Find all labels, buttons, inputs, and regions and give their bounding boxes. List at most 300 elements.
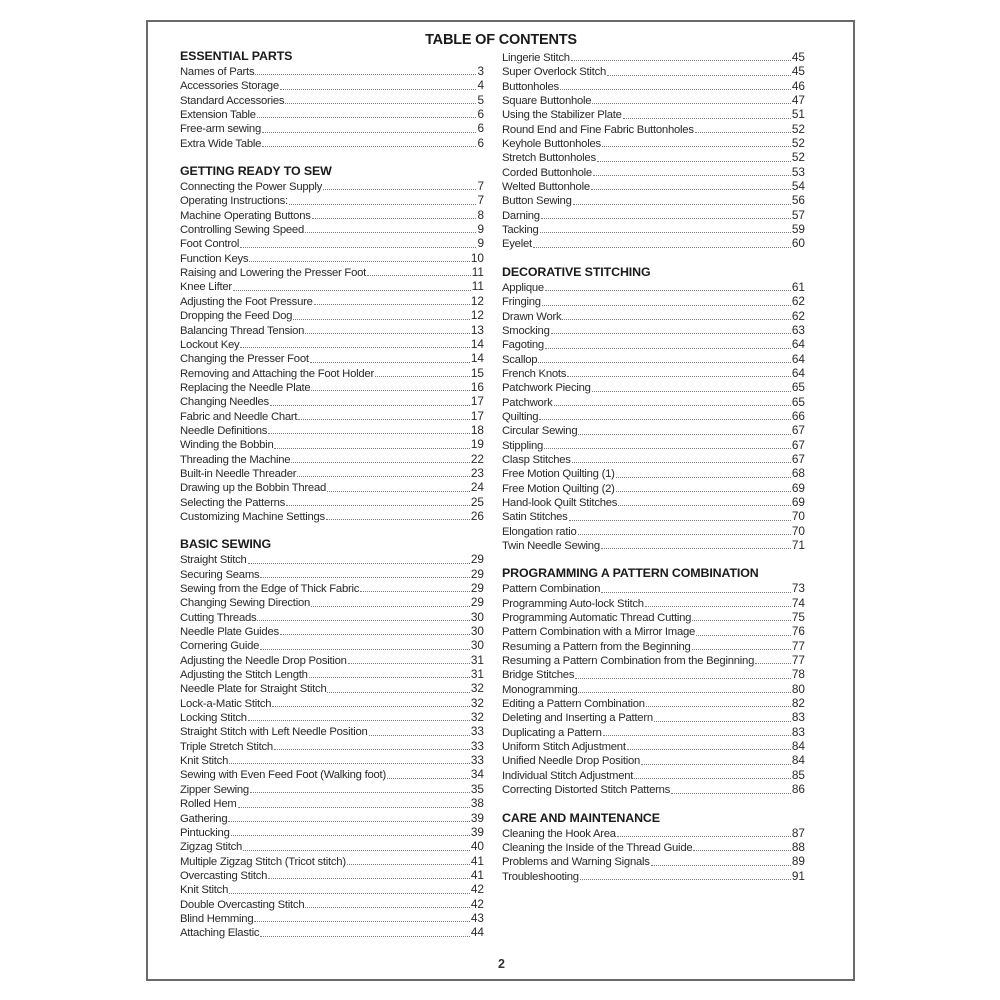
dot-leader	[651, 864, 791, 866]
toc-entry[interactable]	[502, 710, 805, 724]
dot-leader	[326, 518, 470, 520]
toc-entry-label: Fagoting	[502, 339, 544, 352]
dot-leader	[286, 504, 470, 506]
toc-entry[interactable]	[502, 165, 805, 179]
dot-leader	[240, 246, 476, 248]
toc-section-basic-sewing	[180, 537, 484, 939]
toc-entry[interactable]	[502, 352, 805, 366]
toc-entry[interactable]	[502, 236, 805, 250]
dot-leader	[327, 691, 469, 693]
dot-leader	[327, 490, 470, 492]
toc-entry-label: Adjusting the Needle Drop Position	[180, 654, 347, 667]
toc-entry-label: Extension Table	[180, 109, 256, 122]
toc-entry-page: 66	[791, 408, 805, 423]
toc-entry-page: 13	[470, 322, 484, 337]
toc-entry-page: 57	[791, 207, 805, 222]
dot-leader	[641, 763, 791, 765]
toc-entry-page: 41	[470, 867, 484, 882]
toc-entry-label: Button Sewing	[502, 195, 572, 208]
toc-entry-label: Square Buttonhole	[502, 95, 592, 108]
toc-entry[interactable]	[502, 466, 805, 480]
toc-entry-page: 16	[470, 379, 484, 394]
toc-entry-label: Eyelet	[502, 238, 532, 251]
toc-entry-label: Changing Needles	[180, 396, 269, 409]
toc-entry[interactable]	[180, 466, 484, 480]
toc-entry[interactable]	[180, 294, 484, 308]
toc-entry[interactable]	[502, 696, 805, 710]
toc-entry-page: 80	[791, 681, 805, 696]
toc-entry[interactable]	[180, 911, 484, 925]
toc-entry[interactable]	[180, 208, 484, 222]
toc-entry[interactable]	[502, 581, 805, 595]
toc-entry[interactable]	[180, 251, 484, 265]
toc-entry[interactable]	[502, 495, 805, 509]
toc-entry[interactable]	[180, 64, 484, 78]
toc-entry-label: Blind Hemming	[180, 912, 254, 925]
toc-entry-label: Stippling	[502, 439, 544, 452]
toc-entry-page: 29	[470, 552, 484, 567]
dot-leader	[560, 88, 791, 90]
toc-entry[interactable]	[502, 423, 805, 437]
toc-entry[interactable]	[180, 724, 484, 738]
toc-entry-page: 32	[470, 695, 484, 710]
dot-leader	[551, 332, 791, 334]
toc-entry-label: Twin Needle Sewing	[502, 540, 600, 552]
toc-entry[interactable]	[180, 222, 484, 236]
toc-entry[interactable]	[502, 409, 805, 423]
toc-entry-page: 84	[791, 753, 805, 768]
toc-entry[interactable]	[180, 308, 484, 322]
toc-entry[interactable]	[502, 208, 805, 222]
toc-entry[interactable]	[180, 696, 484, 710]
toc-entry-page: 33	[470, 738, 484, 753]
dot-leader	[305, 231, 476, 233]
toc-entry[interactable]	[502, 79, 805, 93]
dot-leader	[248, 562, 470, 564]
toc-entry[interactable]	[180, 423, 484, 437]
dot-leader	[554, 404, 791, 406]
toc-entry[interactable]	[502, 438, 805, 452]
toc-entry-label: Gathering	[180, 812, 228, 825]
toc-entry[interactable]	[502, 682, 805, 696]
toc-entry-page: 78	[791, 667, 805, 682]
dot-leader	[310, 361, 470, 363]
toc-entry[interactable]	[502, 739, 805, 753]
toc-entry[interactable]	[502, 653, 805, 667]
toc-entry-page: 38	[470, 796, 484, 811]
toc-entry-page: 42	[470, 896, 484, 911]
dot-leader	[540, 231, 791, 233]
toc-entry-label: Names of Parts	[180, 66, 255, 78]
toc-entry-label: Free Motion Quilting (1)	[502, 468, 615, 481]
toc-entry-label: Operating Instructions:	[180, 195, 288, 208]
toc-entry-page: 84	[791, 739, 805, 754]
toc-entry-label: Satin Stitches	[502, 511, 568, 524]
toc-entry[interactable]	[502, 179, 805, 193]
toc-entry-label: Lingerie Stitch	[502, 52, 570, 64]
toc-entry[interactable]	[502, 150, 805, 164]
toc-entry-page: 15	[470, 365, 484, 380]
toc-entry-page: 63	[791, 322, 805, 337]
toc-entry-label: Extra Wide Table	[180, 137, 262, 150]
toc-entry[interactable]	[180, 452, 484, 466]
toc-entry-label: Locking Stitch	[180, 712, 247, 725]
toc-entry-page: 42	[470, 882, 484, 897]
toc-entry[interactable]	[502, 122, 805, 136]
toc-entry-label: Round End and Fine Fabric Buttonholes	[502, 123, 694, 136]
toc-entry[interactable]	[180, 782, 484, 796]
dot-leader	[298, 418, 470, 420]
toc-entry-list	[180, 64, 484, 150]
toc-entry[interactable]	[502, 294, 805, 308]
toc-entry-page: 32	[470, 710, 484, 725]
toc-entry-label: Buttonholes	[502, 80, 559, 93]
toc-entry[interactable]	[180, 681, 484, 695]
dot-leader	[274, 447, 469, 449]
toc-entry[interactable]	[180, 839, 484, 853]
toc-entry[interactable]	[502, 481, 805, 495]
toc-entry[interactable]	[180, 667, 484, 681]
dot-leader	[607, 74, 791, 76]
toc-entry-list	[502, 50, 805, 251]
dot-leader	[533, 246, 791, 248]
toc-entry-label: Replacing the Needle Plate	[180, 381, 311, 394]
dot-leader	[260, 576, 469, 578]
toc-entry-label: Needle Definitions	[180, 424, 268, 437]
toc-entry-page: 65	[791, 394, 805, 409]
dot-leader	[572, 461, 791, 463]
toc-entry-page: 10	[470, 250, 484, 265]
toc-entry[interactable]	[180, 925, 484, 939]
toc-left-column	[180, 49, 484, 953]
toc-entry[interactable]	[180, 236, 484, 250]
toc-entry-page: 29	[470, 581, 484, 595]
toc-entry[interactable]	[180, 193, 484, 207]
toc-entry-label: Machine Operating Buttons	[180, 209, 311, 222]
dot-leader	[314, 303, 470, 305]
toc-entry-label: Correcting Distorted Stitch Patterns	[502, 784, 671, 797]
toc-entry-page: 39	[470, 824, 484, 839]
toc-entry[interactable]	[180, 136, 484, 150]
toc-entry[interactable]	[502, 826, 805, 840]
toc-entry[interactable]	[502, 222, 805, 236]
toc-entry-label: Needle Plate Guides	[180, 626, 279, 639]
toc-entry[interactable]	[180, 552, 484, 566]
section-heading: PROGRAMMING A PATTERN COMBINATION	[502, 566, 759, 581]
toc-entry-page: 74	[791, 595, 805, 610]
toc-entry-label: Pattern Combination with a Mirror Image	[502, 626, 696, 639]
dot-leader	[260, 935, 470, 937]
toc-entry[interactable]	[180, 323, 484, 337]
toc-entry-page: 52	[791, 150, 805, 165]
dot-leader	[367, 274, 471, 276]
dot-leader	[360, 590, 470, 592]
toc-entry[interactable]	[502, 309, 805, 323]
toc-entry[interactable]	[180, 279, 484, 293]
toc-entry-label: Attaching Elastic	[180, 927, 260, 940]
dot-leader	[575, 677, 791, 679]
toc-entry-page: 8	[477, 207, 484, 222]
toc-entry[interactable]	[180, 121, 484, 135]
toc-entry[interactable]	[502, 596, 805, 610]
dot-leader	[571, 59, 791, 61]
dot-leader	[601, 547, 791, 549]
toc-entry-label: Connecting the Power Supply	[180, 181, 323, 194]
toc-entry-page: 69	[791, 480, 805, 495]
toc-entry-label: Built-in Needle Threader	[180, 467, 297, 480]
toc-entry-label: Problems and Warning Signals	[502, 856, 650, 869]
section-heading: BASIC SEWING	[180, 537, 272, 552]
toc-entry-page: 17	[470, 394, 484, 409]
toc-entry[interactable]	[180, 882, 484, 896]
toc-entry[interactable]	[180, 825, 484, 839]
toc-entry[interactable]	[180, 394, 484, 408]
toc-entry-label: Securing Seams	[180, 568, 260, 581]
toc-entry[interactable]	[180, 380, 484, 394]
toc-entry-label: Triple Stretch Stitch	[180, 740, 273, 753]
toc-section-getting-ready-to-sew	[180, 164, 484, 523]
toc-entry-page: 56	[791, 193, 805, 208]
toc-entry[interactable]	[180, 495, 484, 509]
toc-entry-page: 88	[791, 839, 805, 854]
toc-entry-label: Keyhole Buttonholes	[502, 138, 601, 151]
toc-entry-label: Resuming a Pattern Combination from the Beginning	[502, 655, 755, 668]
toc-entry-page: 26	[470, 508, 484, 523]
toc-entry-label: Accessories Storage	[180, 80, 279, 93]
toc-entry-page: 60	[791, 236, 805, 251]
toc-entry-label: Zigzag Stitch	[180, 841, 243, 854]
toc-entry-label: Elongation ratio	[502, 525, 577, 538]
toc-entry[interactable]	[502, 93, 805, 107]
toc-entry[interactable]	[502, 538, 805, 552]
toc-entry-page: 45	[791, 64, 805, 79]
toc-entry[interactable]	[502, 107, 805, 121]
dot-leader	[348, 662, 470, 664]
dot-leader	[544, 447, 791, 449]
dot-leader	[262, 145, 476, 147]
dot-leader	[692, 619, 791, 621]
toc-section-continued	[502, 50, 805, 251]
toc-entry[interactable]	[180, 437, 484, 451]
dot-leader	[654, 720, 791, 722]
dot-leader	[616, 490, 791, 492]
dot-leader	[567, 375, 791, 377]
toc-entry[interactable]	[502, 782, 805, 796]
toc-entry[interactable]	[180, 509, 484, 523]
toc-entry[interactable]	[180, 854, 484, 868]
toc-entry[interactable]	[180, 811, 484, 825]
toc-entry[interactable]	[180, 710, 484, 724]
dot-leader	[272, 705, 470, 707]
toc-entry-label: Applique	[502, 281, 544, 294]
dot-leader	[627, 748, 791, 750]
toc-entry-label: Welted Buttonhole	[502, 181, 590, 194]
dot-leader	[323, 188, 476, 190]
toc-entry[interactable]	[502, 395, 805, 409]
toc-entry[interactable]	[502, 193, 805, 207]
toc-entry-page: 29	[470, 595, 484, 610]
section-heading: DECORATIVE STITCHING	[502, 264, 651, 279]
dot-leader	[260, 648, 470, 650]
toc-entry-page: 69	[791, 494, 805, 509]
toc-entry-label: Drawing up the Bobbin Thread	[180, 482, 327, 495]
toc-entry-page: 34	[470, 767, 484, 782]
dot-leader	[375, 375, 470, 377]
dot-leader	[671, 792, 791, 794]
toc-entry-page: 51	[791, 107, 805, 122]
toc-entry[interactable]	[502, 136, 805, 150]
toc-entry-label: Selecting the Patterns	[180, 496, 286, 509]
toc-entry-page: 91	[791, 868, 805, 883]
dot-leader	[254, 920, 470, 922]
dot-leader	[695, 131, 791, 133]
dot-leader	[255, 73, 476, 75]
toc-entry[interactable]	[180, 93, 484, 107]
toc-entry[interactable]	[502, 337, 805, 351]
toc-entry[interactable]	[502, 854, 805, 868]
dot-leader	[597, 160, 791, 162]
dot-leader	[311, 389, 469, 391]
toc-entry[interactable]	[180, 351, 484, 365]
toc-entry[interactable]	[180, 480, 484, 494]
toc-entry[interactable]	[502, 768, 805, 782]
toc-entry[interactable]	[180, 638, 484, 652]
toc-entry-page: 32	[470, 681, 484, 696]
toc-entry-page: 70	[791, 523, 805, 538]
toc-entry[interactable]	[180, 366, 484, 380]
dot-leader	[369, 734, 470, 736]
dot-leader	[297, 475, 470, 477]
toc-entry[interactable]	[180, 179, 484, 193]
toc-entry-page: 44	[470, 925, 484, 940]
toc-entry[interactable]	[502, 624, 805, 638]
toc-entry-page: 89	[791, 854, 805, 869]
toc-entry[interactable]	[502, 610, 805, 624]
toc-entry[interactable]	[180, 107, 484, 121]
toc-entry-label: Programming Automatic Thread Cutting	[502, 612, 692, 625]
toc-entry[interactable]	[180, 581, 484, 595]
toc-entry[interactable]	[502, 323, 805, 337]
toc-entry-label: Pintucking	[180, 826, 230, 839]
toc-entry[interactable]	[502, 280, 805, 294]
toc-entry[interactable]	[180, 409, 484, 423]
toc-entry[interactable]	[502, 667, 805, 681]
toc-entry-page: 71	[791, 538, 805, 552]
toc-entry-label: Duplicating a Pattern	[502, 726, 602, 739]
dot-leader	[229, 762, 470, 764]
toc-entry-label: Rolled Hem	[180, 798, 237, 811]
toc-entry[interactable]	[180, 868, 484, 882]
toc-entry[interactable]	[180, 739, 484, 753]
dot-leader	[233, 289, 471, 291]
toc-entry-label: Patchwork Piecing	[502, 382, 591, 395]
toc-entry[interactable]	[502, 869, 805, 883]
dot-leader	[578, 691, 790, 693]
toc-entry-label: Scallop	[502, 353, 538, 366]
toc-entry[interactable]	[502, 840, 805, 854]
toc-entry-page: 45	[791, 50, 805, 64]
toc-entry-page: 87	[791, 825, 805, 840]
toc-entry-label: Monogramming	[502, 683, 578, 696]
toc-entry[interactable]	[180, 653, 484, 667]
toc-entry[interactable]	[502, 366, 805, 380]
toc-entry-label: Needle Plate for Straight Stitch	[180, 683, 327, 696]
section-heading: CARE AND MAINTENANCE	[502, 810, 660, 825]
toc-entry-label: Unified Needle Drop Position	[502, 755, 641, 768]
dot-leader	[634, 777, 791, 779]
toc-entry[interactable]	[502, 50, 805, 64]
toc-entry-page: 67	[791, 423, 805, 438]
toc-entry[interactable]	[502, 64, 805, 78]
toc-entry[interactable]	[502, 509, 805, 523]
toc-entry[interactable]	[502, 380, 805, 394]
toc-entry[interactable]	[180, 567, 484, 581]
dot-leader	[696, 634, 791, 636]
toc-entry[interactable]	[180, 767, 484, 781]
toc-entry-page: 76	[791, 624, 805, 639]
dot-leader	[573, 203, 791, 205]
toc-entry-label: Smocking	[502, 324, 550, 337]
toc-entry-page: 30	[470, 624, 484, 639]
toc-entry-page: 12	[470, 308, 484, 323]
toc-entry[interactable]	[180, 337, 484, 351]
toc-entry-label: Cleaning the Inside of the Thread Guide	[502, 841, 693, 854]
dot-leader	[248, 719, 470, 721]
toc-entry[interactable]	[502, 639, 805, 653]
toc-entry-label: Changing the Presser Foot	[180, 353, 309, 366]
toc-entry[interactable]	[180, 595, 484, 609]
dot-leader	[228, 820, 470, 822]
dot-leader	[293, 318, 470, 320]
toc-entry-page: 52	[791, 121, 805, 136]
dot-leader	[539, 418, 791, 420]
dot-leader	[542, 304, 791, 306]
dot-leader	[580, 878, 791, 880]
dot-leader	[603, 734, 791, 736]
toc-entry-list	[502, 581, 805, 796]
toc-entry[interactable]	[180, 624, 484, 638]
toc-entry-label: Zipper Sewing	[180, 783, 249, 796]
toc-entry[interactable]	[180, 753, 484, 767]
toc-entry-page: 14	[470, 351, 484, 366]
toc-entry-page: 47	[791, 93, 805, 108]
toc-entry[interactable]	[180, 610, 484, 624]
toc-entry-page: 52	[791, 136, 805, 151]
toc-entry[interactable]	[180, 897, 484, 911]
toc-section-essential-parts	[180, 49, 484, 150]
toc-entry-page: 61	[791, 279, 805, 294]
toc-entry-page: 23	[470, 465, 484, 480]
toc-entry-label: Stretch Buttonholes	[502, 152, 596, 165]
toc-entry[interactable]	[180, 796, 484, 810]
toc-entry-label: Balancing Thread Tension	[180, 324, 305, 337]
toc-entry[interactable]	[502, 452, 805, 466]
dot-leader	[618, 504, 791, 506]
toc-entry-label: Using the Stabilizer Plate	[502, 109, 622, 122]
dot-leader	[538, 361, 791, 363]
toc-entry-page: 25	[470, 494, 484, 509]
toc-entry[interactable]	[180, 78, 484, 92]
toc-entry[interactable]	[502, 725, 805, 739]
dot-leader	[645, 605, 791, 607]
toc-entry-label: Free Motion Quilting (2)	[502, 482, 615, 495]
dot-leader	[347, 863, 470, 865]
toc-entry[interactable]	[180, 265, 484, 279]
toc-entry[interactable]	[502, 753, 805, 767]
toc-entry-page: 86	[791, 782, 805, 797]
toc-entry[interactable]	[502, 524, 805, 538]
dot-leader	[268, 877, 470, 879]
